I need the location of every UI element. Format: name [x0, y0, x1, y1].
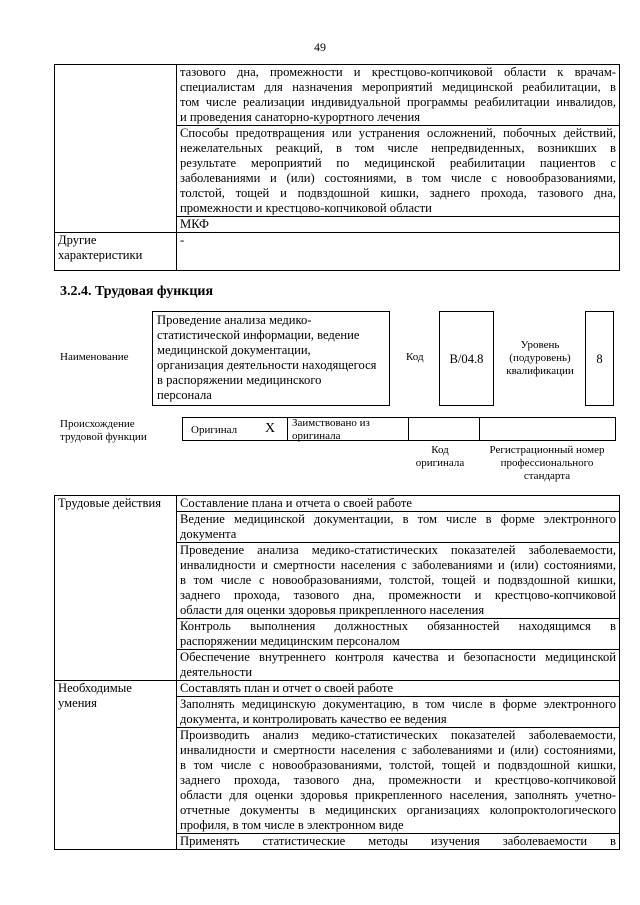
- level-value: 8: [585, 311, 614, 406]
- table-row: [177, 619, 620, 650]
- text-line: области для оценки здоровья прикрепленного населения, заполнять учетно-: [180, 788, 616, 802]
- table-row: [177, 728, 620, 834]
- table-row: [177, 697, 620, 728]
- original-label: Оригинал: [191, 424, 238, 436]
- label-line: характеристики: [58, 248, 143, 262]
- text-line: и проведения санаторно-курортного лечения: [180, 110, 420, 124]
- text-line: инвалидности и смертности населения с заболеваниями и (или) состояниями,: [180, 558, 616, 572]
- text-line: области для оценки здоровья прикрепленного населения: [180, 603, 485, 617]
- label-line: трудовой функции: [60, 431, 147, 443]
- label-line: умения: [58, 696, 97, 710]
- top-table-empty-label: [55, 65, 177, 233]
- text-line: профиля, в том числе в электронном виде: [180, 818, 404, 832]
- other-characteristics-value: -: [177, 233, 620, 271]
- code-original-box: [408, 417, 480, 441]
- origin-label: [60, 418, 147, 444]
- text-line: Способы предотвращения или устранения осложнений, побочных действий,: [180, 126, 616, 140]
- label-line: Необходимые: [58, 681, 132, 695]
- text-line: документа: [180, 527, 237, 541]
- text-line: документа, и контролировать качество ее ведения: [180, 712, 447, 726]
- text-line: толстой, тощей и подвздошной кишки, заднего прохода, тазового дна,: [180, 186, 616, 200]
- label-line: (подуровень): [509, 352, 571, 364]
- reg-number-label: [482, 444, 612, 483]
- text-line: Проведение анализа медико-статистических показателей заболеваемости,: [180, 543, 616, 557]
- text-line: Заполнять медицинскую документацию, в том числе в форме электронного: [180, 697, 616, 711]
- text-line: Контроль выполнения должностных обязанностей находящимся в: [180, 619, 616, 633]
- section-heading: 3.2.4. Трудовая функция: [60, 284, 214, 299]
- original-box: [182, 417, 288, 441]
- table-row: [177, 512, 620, 543]
- text-line: в том числе с новообразованиями, толстой, тощей и подвздошной кишки,: [180, 573, 616, 587]
- text-line: деятельности: [180, 665, 253, 679]
- other-characteristics-label: [55, 233, 177, 271]
- text-line: персонала: [157, 388, 212, 402]
- text-line: Применять статистические методы изучения заболеваемости в: [180, 834, 616, 848]
- text-line: Проведение анализа медико-: [157, 313, 312, 327]
- text-line: специалистам для назначения мероприятий медицинской реабилитации, в: [180, 80, 616, 94]
- code-value: В/04.8: [439, 311, 494, 406]
- text-line: заднего прохода, тазового дна, промежности и крестцово-копчиковой: [180, 773, 616, 787]
- text-line: в том числе с новообразованиями, толстой, тощей и подвздошной кишки,: [180, 758, 616, 772]
- text-line: организация деятельности находящегося: [157, 358, 377, 372]
- top-table: [54, 64, 620, 271]
- labor-actions-label: Трудовые действия: [55, 496, 177, 681]
- text-line: заболеваниями и (или) состояниями, в том числе с новообразованиями,: [180, 171, 616, 185]
- label-line: квалификации: [506, 365, 574, 377]
- label-line: Регистрационный номер: [489, 444, 605, 456]
- label-line: стандарта: [523, 470, 571, 482]
- text-line: медицинской документации,: [157, 343, 311, 357]
- table-row: [177, 543, 620, 619]
- function-name-box: [152, 311, 390, 406]
- text-line: том числе реализации индивидуальной программы реабилитации инвалидов,: [180, 95, 616, 109]
- top-table-cell-1: [177, 65, 620, 126]
- skills-label: [55, 681, 177, 850]
- label-line: Происхождение: [60, 418, 135, 430]
- text-line: результате мероприятий по медицинской реабилитации пациентов с: [180, 156, 616, 170]
- label-line: профессионального: [500, 457, 594, 469]
- label-line: оригинала: [292, 430, 341, 442]
- table-row: [177, 834, 620, 850]
- code-original-label: [410, 444, 470, 470]
- code-label: Код: [406, 351, 424, 363]
- borrowed-box: [287, 417, 409, 441]
- main-table: [54, 495, 620, 850]
- level-label: [500, 339, 580, 378]
- text-line: Производить анализ медико-статистических показателей заболеваемости,: [180, 728, 616, 742]
- text-line: распоряжении медицинским персоналом: [180, 634, 400, 648]
- text-line: промежности и крестцово-копчиковой области: [180, 201, 432, 215]
- label-line: Уровень: [520, 339, 560, 351]
- origin-boxes: [182, 417, 618, 441]
- label-line: Заимствовано из: [292, 417, 370, 429]
- name-label: Наименование: [60, 351, 129, 363]
- top-table-cell-3: МКФ: [177, 217, 620, 233]
- text-line: статистической информации, ведение: [157, 328, 360, 342]
- text-line: Ведение медицинской документации, в том числе в форме электронного: [180, 512, 616, 526]
- table-row: [177, 496, 620, 512]
- text-line: Обеспечение внутреннего контроля качества и безопасности медицинской: [180, 650, 616, 664]
- text-line: Составлять план и отчет о своей работе: [180, 681, 394, 695]
- label-line: Другие: [58, 233, 97, 247]
- table-row: [177, 681, 620, 697]
- page-number: 49: [314, 40, 326, 54]
- original-mark: X: [265, 421, 276, 436]
- text-line: заднего прохода, тазового дна, промежности и крестцово-копчиковой: [180, 588, 616, 602]
- label-line: оригинала: [415, 457, 465, 469]
- text-line: в распоряжении медицинского: [157, 373, 322, 387]
- reg-number-box: [479, 417, 616, 441]
- text-line: отчетные документы в медицинских организациях колопроктологического: [180, 803, 616, 817]
- text-line: инвалидности и смертности населения с заболеваниями и (или) состояниями,: [180, 743, 616, 757]
- text-line: Составление плана и отчета о своей работе: [180, 496, 412, 510]
- label-line: Код: [431, 444, 449, 456]
- top-table-cell-2: [177, 126, 620, 217]
- text-line: нежелательных реакций, в том числе непредвиденных, возникших в: [180, 141, 616, 155]
- table-row: [177, 650, 620, 681]
- text-line: тазового дна, промежности и крестцово-копчиковой области к врачам-: [180, 65, 616, 79]
